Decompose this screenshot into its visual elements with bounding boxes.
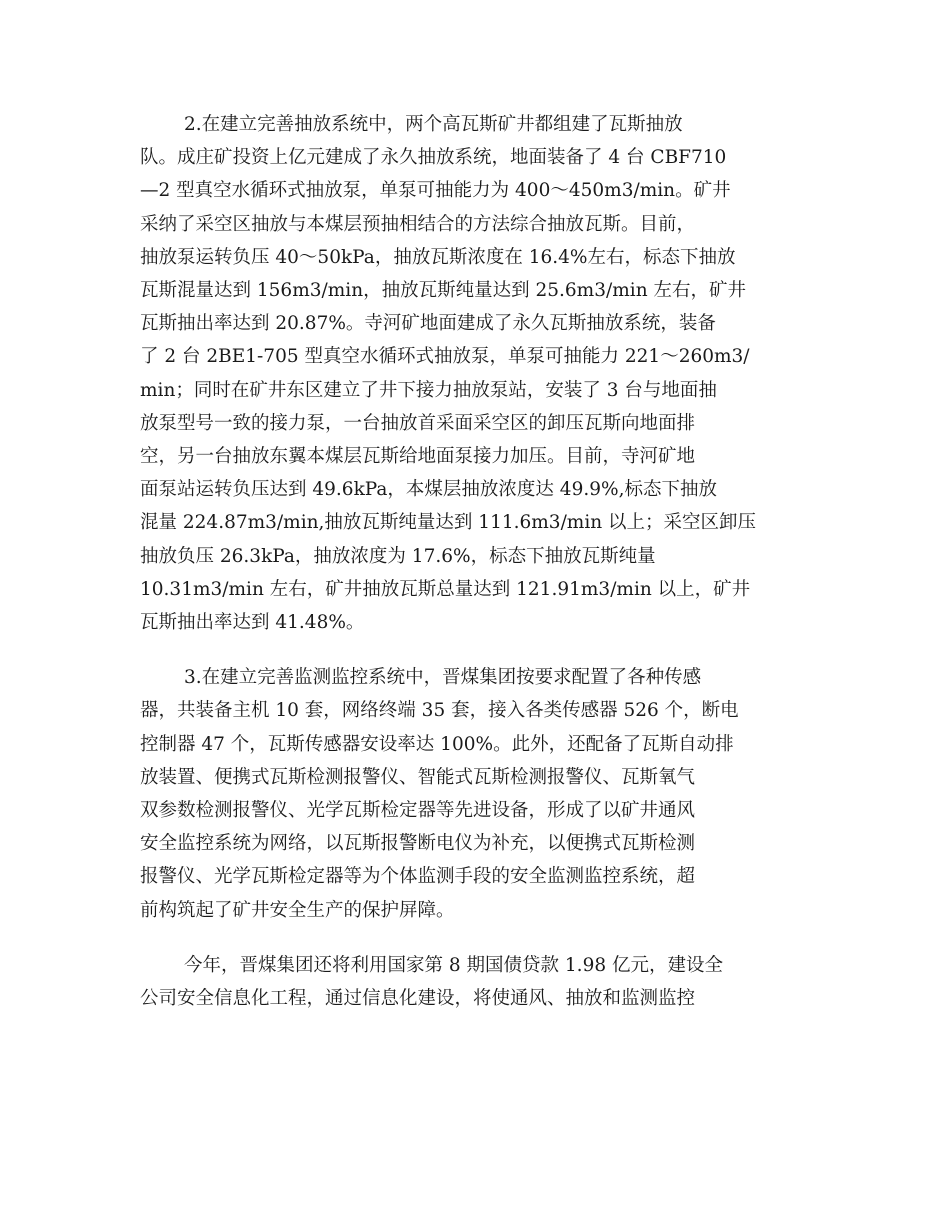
paragraph-gas-drainage — [140, 108, 810, 639]
text-line: 2.在建立完善抽放系统中，两个高瓦斯矿井都组建了瓦斯抽放 — [184, 114, 683, 135]
text-line: 放泵型号一致的接力泵，一台抽放首采面采空区的卸压瓦斯向地面排 — [140, 412, 696, 434]
text-line: 混量 224.87m3/min,抽放瓦斯纯量达到 111.6m3/min 以上；采空区卸压 — [140, 512, 757, 534]
text-line: —2 型真空水循环式抽放泵，单泵可抽能力为 400～450m3/min。矿井 — [140, 180, 731, 202]
text-line: 器，共装备主机 10 套，网络终端 35 套，接入各类传感器 526 个，断电 — [140, 700, 739, 722]
document-body — [140, 108, 810, 1015]
text-line: 抽放负压 26.3kPa，抽放浓度为 17.6%，标态下抽放瓦斯纯量 — [140, 545, 656, 567]
text-line: 双参数检测报警仪、光学瓦斯检定器等先进设备，形成了以矿井通风 — [140, 800, 696, 822]
text-line: 3.在建立完善监测监控系统中，晋煤集团按要求配置了各种传感 — [184, 667, 702, 689]
text-line: 10.31m3/min 左右，矿井抽放瓦斯总量达到 121.91m3/min 以上，矿井 — [140, 578, 751, 600]
text-line: 公司安全信息化工程，通过信息化建设，将使通风、抽放和监测监控 — [140, 988, 696, 1010]
text-line: 放装置、便携式瓦斯检测报警仪、智能式瓦斯检测报警仪、瓦斯氧气 — [140, 766, 696, 788]
text-line: min；同时在矿井东区建立了井下接力抽放泵站，安装了 3 台与地面抽 — [140, 379, 717, 401]
text-line: 瓦斯混量达到 156m3/min，抽放瓦斯纯量达到 25.6m3/min 左右，矿井 — [140, 280, 746, 302]
text-line: 了 2 台 2BE1-705 型真空水循环式抽放泵，单泵可抽能力 221～260m3/ — [140, 346, 750, 368]
text-line: 控制器 47 个，瓦斯传感器安设率达 100%。此外，还配备了瓦斯自动排 — [140, 733, 734, 755]
paragraph-informatization — [140, 949, 810, 1015]
text-line: 报警仪、光学瓦斯检定器等为个体监测手段的安全监测监控系统，超 — [140, 866, 696, 888]
text-line: 抽放泵运转负压 40～50kPa，抽放瓦斯浓度在 16.4%左右，标态下抽放 — [140, 246, 736, 268]
text-line: 面泵站运转负压达到 49.6kPa，本煤层抽放浓度达 49.9%,标态下抽放 — [140, 479, 717, 501]
text-line: 安全监控系统为网络，以瓦斯报警断电仪为补充，以便携式瓦斯检测 — [140, 833, 696, 855]
text-line: 瓦斯抽出率达到 41.48%。 — [140, 612, 365, 634]
text-line: 今年，晋煤集团还将利用国家第 8 期国债贷款 1.98 亿元，建设全 — [184, 954, 723, 976]
text-line: 瓦斯抽出率达到 20.87%。寺河矿地面建成了永久瓦斯抽放系统，装备 — [140, 313, 716, 335]
text-line: 前构筑起了矿井安全生产的保护屏障。 — [140, 899, 455, 921]
text-line: 空，另一台抽放东翼本煤层瓦斯给地面泵接力加压。目前，寺河矿地 — [140, 446, 696, 468]
paragraph-monitoring-system — [140, 661, 810, 927]
text-line: 采纳了采空区抽放与本煤层预抽相结合的方法综合抽放瓦斯。目前， — [140, 213, 696, 235]
text-line: 队。成庄矿投资上亿元建成了永久抽放系统，地面装备了 4 台 CBF710 — [140, 147, 727, 169]
